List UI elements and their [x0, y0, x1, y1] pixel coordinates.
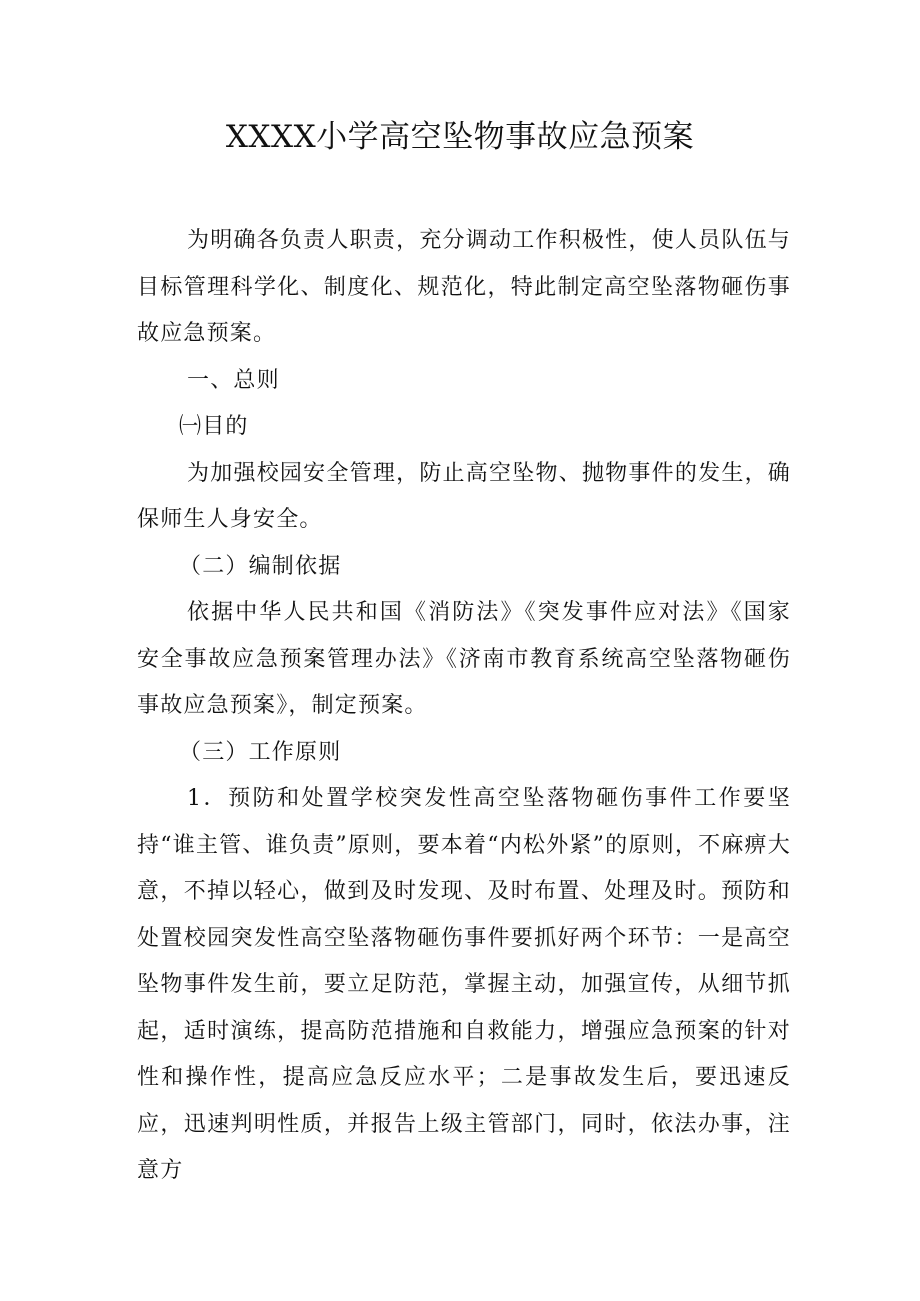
section-heading-general: 一、总则	[187, 367, 280, 393]
basis-paragraph: 依据中华人民共和国《消防法》《突发事件应对法》《国家安全事故应急预案管理办法》《济南市教育系统高空坠落物砸伤事故应急预案》，制定预案。	[137, 600, 791, 718]
document-body	[137, 218, 791, 1195]
intro-paragraph: 为明确各负责人职责，充分调动工作积极性，使人员队伍与目标管理科学化、制度化、规范化，特此制定高空坠落物砸伤事故应急预案。	[137, 228, 791, 346]
subsection-heading-purpose: ㈠目的	[179, 414, 249, 439]
principles-paragraph: 1．预防和处置学校突发性高空坠落物砸伤事件工作要坚持“谁主管、谁负责”原则，要本着“内松外紧”的原则，不麻痹大意，不掉以轻心，做到及时发现、及时布置、处理及时。预防和处置校园突发性高空坠落物砸伤事件要抓好两个环节：一是高空坠物事件发生前，要立足防范，掌握主动，加强宣传，从细节抓起，适时演练，提高防范措施和自救能力，增强应急预案的针对性和操作性，提高应急反应水平；二是事故发生后，要迅速反应，迅速判明性质，并报告上级主管部门，同时，依法办事，注意方	[137, 786, 791, 1183]
document-title: XXXX小学高空坠物事故应急预案	[225, 119, 695, 155]
subsection-heading-basis: （二）编制依据	[179, 553, 342, 579]
purpose-paragraph: 为加强校园安全管理，防止高空坠物、抛物事件的发生，确保师生人身安全。	[137, 460, 791, 532]
subsection-heading-principles: （三）工作原则	[179, 739, 342, 765]
